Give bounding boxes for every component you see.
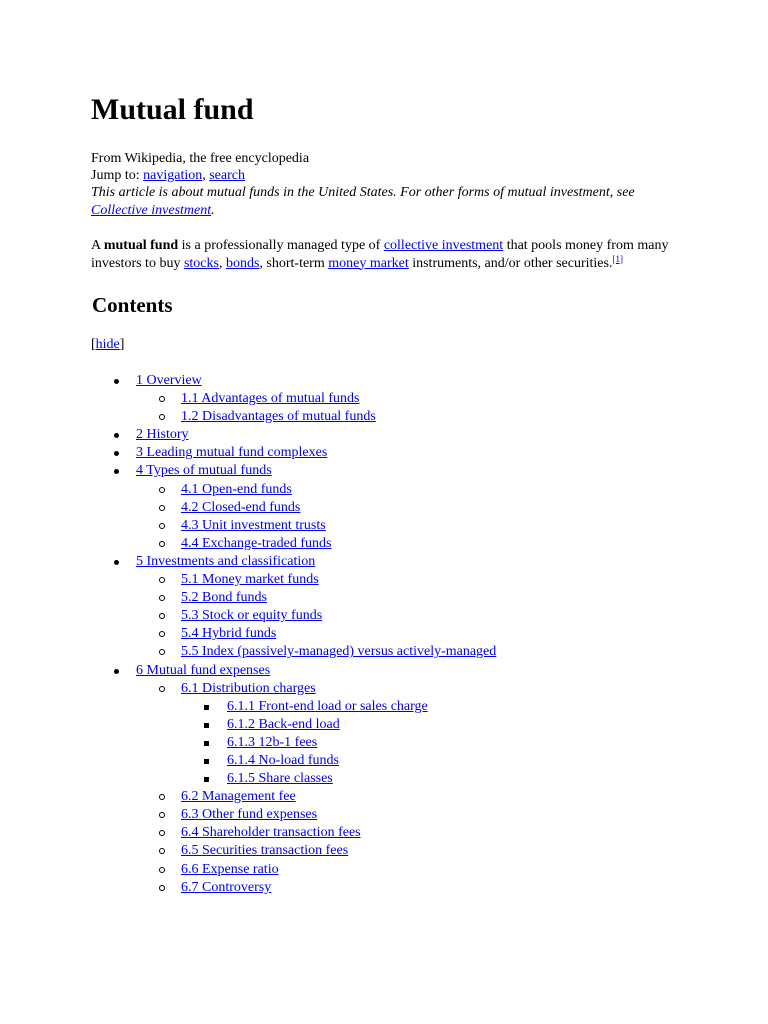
toc-link[interactable]: 6.1.1 Front-end load or sales charge: [227, 698, 428, 714]
intro-bold-term: mutual fund: [103, 238, 179, 253]
site-sub: From Wikipedia, the free encyclopedia: [91, 151, 310, 166]
toc-item: [136, 535, 691, 553]
toc-link[interactable]: 4 Types of mutual funds: [136, 463, 272, 479]
toc-link[interactable]: 4.2 Closed-end funds: [181, 499, 301, 515]
contents-heading: Contents: [92, 293, 173, 317]
toc-link[interactable]: 6.6 Expense ratio: [181, 861, 279, 877]
toc-item: [136, 879, 691, 897]
toc-link[interactable]: 5.5 Index (passively-managed) versus actively-managed: [181, 644, 497, 660]
toc-item: [181, 734, 691, 752]
stocks-link[interactable]: stocks: [183, 255, 219, 271]
navigation-link[interactable]: navigation: [143, 168, 203, 183]
toc-item: [136, 481, 691, 499]
toc-item: [136, 499, 691, 517]
toc-item: [91, 462, 691, 552]
toc-link[interactable]: 6.7 Controversy: [181, 879, 272, 895]
money-market-link[interactable]: money market: [328, 255, 409, 271]
toc-link[interactable]: 6.4 Shareholder transaction fees: [181, 825, 361, 841]
intro-text-2: is a professionally managed type of: [178, 238, 384, 253]
toc-item: [136, 680, 691, 789]
toc-link[interactable]: 5.4 Hybrid funds: [181, 626, 277, 642]
toggle-close-bracket: ]: [119, 337, 125, 352]
hatnote: [91, 184, 691, 219]
page-title: Mutual fund: [91, 93, 254, 126]
toc-link[interactable]: 6.3 Other fund expenses: [181, 807, 318, 823]
toc-item: [136, 643, 691, 661]
toc-link[interactable]: 5.2 Bond funds: [181, 590, 267, 606]
jump-to-prefix: Jump to:: [91, 168, 144, 183]
hatnote-text: This article is about mutual funds in the United States. For other forms of mutual investment, see: [91, 185, 635, 200]
toc-sublist: [181, 698, 691, 788]
toc-item: [136, 607, 691, 625]
toc-item: [136, 788, 691, 806]
toc-link[interactable]: 6.2 Management fee: [181, 789, 296, 805]
toc-sublist: [136, 390, 691, 426]
toc-link[interactable]: 6.5 Securities transaction fees: [181, 843, 349, 859]
intro-text-6: instruments, and/or other securities.: [408, 255, 613, 271]
toc-item: [91, 372, 691, 426]
toc-item: [136, 589, 691, 607]
table-of-contents: [91, 372, 691, 897]
toc-item: [91, 662, 691, 897]
toc-item: [91, 426, 691, 444]
toc-item: [91, 444, 691, 462]
toc-link[interactable]: 4.4 Exchange-traded funds: [181, 535, 332, 551]
toc-link[interactable]: 5.3 Stock or equity funds: [181, 608, 323, 624]
intro-text-5: , short-term: [259, 255, 329, 271]
toggle-open-bracket: [: [91, 337, 96, 352]
toc-sublist: [136, 571, 691, 661]
toc-link[interactable]: 6.1 Distribution charges: [181, 680, 316, 696]
toc-item: [136, 571, 691, 589]
intro-text-3: that pools money from many investors to buy: [91, 238, 669, 271]
jump-to-separator: ,: [202, 168, 210, 183]
reference-link[interactable]: [1]: [612, 253, 623, 264]
contents-toggle: [91, 336, 691, 353]
hide-toc-link[interactable]: hide: [95, 337, 120, 352]
search-link[interactable]: search: [209, 168, 245, 183]
toc-item: [136, 861, 691, 879]
toc-item: [181, 752, 691, 770]
toc-item: [136, 408, 691, 426]
toc-link[interactable]: 6.1.3 12b-1 fees: [227, 734, 318, 750]
jump-to: [91, 167, 691, 184]
collective-investment-link[interactable]: collective investment: [383, 238, 504, 253]
intro-text-4: ,: [218, 255, 226, 271]
toc-link[interactable]: 2 History: [136, 427, 189, 443]
toc-link[interactable]: 5.1 Money market funds: [181, 572, 319, 588]
toc-item: [136, 390, 691, 408]
toc-link[interactable]: 4.3 Unit investment trusts: [181, 517, 326, 533]
toc-item: [136, 517, 691, 535]
toc-link[interactable]: 1 Overview: [136, 373, 202, 388]
toc-link[interactable]: 1.2 Disadvantages of mutual funds: [181, 409, 376, 425]
toc-item: [136, 625, 691, 643]
toc-link[interactable]: 6.1.2 Back-end load: [227, 716, 340, 732]
intro-text-1: A: [91, 238, 104, 253]
hatnote-end: .: [211, 202, 215, 218]
toc-link[interactable]: 6.1.4 No-load funds: [227, 752, 339, 768]
toc-item: [136, 824, 691, 842]
toc-item: [181, 698, 691, 716]
toc-item: [136, 806, 691, 824]
toc-link[interactable]: 1.1 Advantages of mutual funds: [181, 391, 360, 407]
toc-link[interactable]: 5 Investments and classification: [136, 553, 316, 569]
bonds-link[interactable]: bonds: [225, 255, 260, 271]
toc-item: [136, 842, 691, 860]
toc-sublist: [136, 680, 691, 897]
toc-item: [181, 770, 691, 788]
toc-link[interactable]: 4.1 Open-end funds: [181, 481, 292, 497]
toc-item: [181, 716, 691, 734]
toc-link[interactable]: 6.1.5 Share classes: [227, 771, 333, 787]
toc-item: [91, 553, 691, 662]
toc-link[interactable]: 3 Leading mutual fund complexes: [136, 445, 328, 461]
intro-paragraph: [91, 237, 686, 272]
collective-investment-hatnote-link[interactable]: Collective investment: [91, 202, 212, 218]
toc-link[interactable]: 6 Mutual fund expenses: [136, 662, 271, 678]
toc-sublist: [136, 481, 691, 553]
